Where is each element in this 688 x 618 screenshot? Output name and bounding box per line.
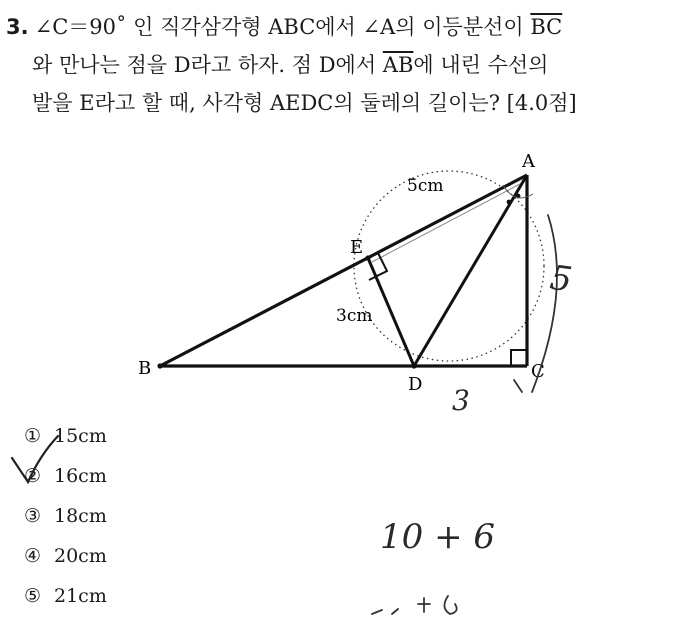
- question-line-2-text-b: 에 내린 수선의: [413, 53, 549, 77]
- question-line-1-text: ∠C＝90˚ 인 직각삼각형 ABC에서 ∠A의 이등분선이: [34, 15, 531, 39]
- choice-1-mark: ①: [24, 425, 42, 447]
- question-line-2-text-a: 와 만나는 점을 D라고 하자. 점 D에서: [32, 53, 383, 77]
- choice-2-text: 16cm: [54, 465, 107, 487]
- label-c: C: [531, 361, 545, 382]
- choice-3-text: 18cm: [54, 505, 107, 527]
- check-mark-icon: [12, 436, 58, 482]
- question-number: 3.: [6, 15, 29, 39]
- choice-2-mark: ②: [24, 465, 42, 487]
- handwritten-side-dc: 3: [452, 384, 470, 417]
- choice-1-text: 15cm: [54, 425, 107, 447]
- pencil-arc-icon: [532, 215, 557, 392]
- label-a: A: [522, 151, 535, 172]
- label-e: E: [350, 237, 364, 258]
- label-b: B: [138, 358, 152, 379]
- label-d: D: [408, 374, 423, 395]
- pencil-tick-icon: [514, 380, 522, 392]
- scribble-icon: [372, 596, 457, 614]
- segment-bc: $\overline{BC}$: [530, 15, 563, 39]
- segment-ab: $\overline{AB}$: [382, 53, 414, 77]
- handwritten-sum: 10 + 6: [380, 517, 495, 557]
- choice-5-mark: ⑤: [24, 585, 42, 607]
- choice-3-mark: ③: [24, 505, 42, 527]
- choice-5-text: 21cm: [54, 585, 107, 607]
- question-line-3: 발을 E라고 할 때, 사각형 AEDC의 둘레의 길이는? [4.0점]: [32, 91, 577, 115]
- choice-4-mark: ④: [24, 545, 42, 567]
- choice-4-text: 20cm: [54, 545, 107, 567]
- handwritten-side-ac: 5: [547, 257, 575, 301]
- length-ed-label: 3cm: [336, 306, 373, 326]
- length-ae-label: 5cm: [407, 176, 444, 196]
